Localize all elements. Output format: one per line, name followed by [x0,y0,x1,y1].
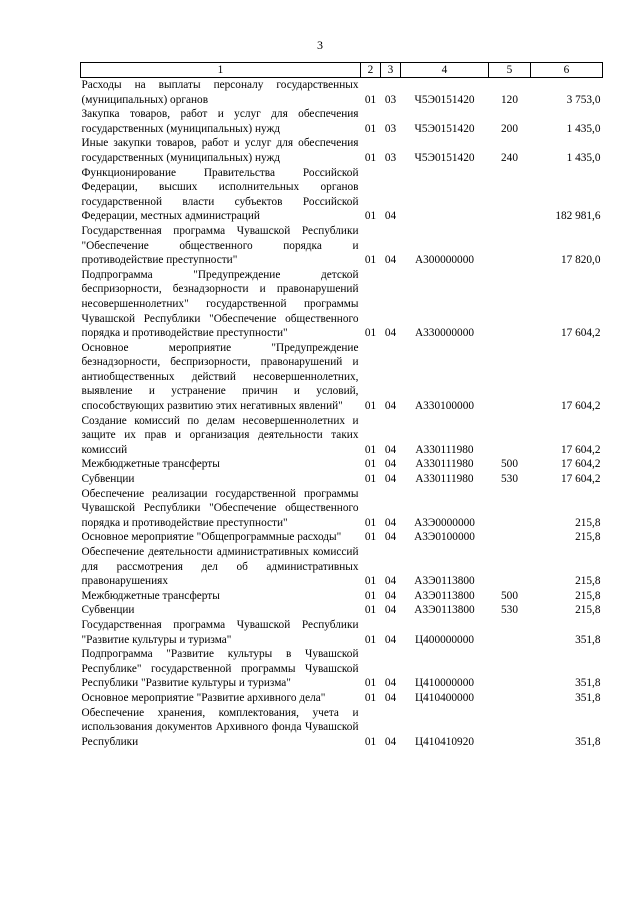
header-col-3: 3 [381,63,401,78]
table-header-row [81,63,603,78]
row-amount: 1 435,0 [566,122,601,135]
row-section-code: 01 [364,400,377,413]
row-name: Основное мероприятие "Общепрограммные расходы" [81,531,342,544]
row-expense-type: 530 [501,473,518,486]
row-expense-type [489,618,531,647]
row-subsection-code: 04 [384,516,397,529]
row-amount: 17 604,2 [560,400,601,413]
row-target-article: Ч5Э0151420 [414,122,475,135]
row-target-article: Ц410000000 [415,677,474,690]
row-subsection-code: 04 [384,589,397,602]
row-section-code: 01 [364,458,377,471]
row-target-article: А330000000 [415,327,474,340]
table-row [81,706,603,750]
row-name: Создание комиссий по делам несовершеннолетних и защите их прав и организация деятельности таких комиссий [81,414,359,456]
row-amount: 3 753,0 [566,93,601,106]
row-section-code: 01 [364,531,377,544]
row-name: Государственная программа Чувашской Республики "Обеспечение общественного порядка и противодействие преступности" [81,224,359,267]
row-section-code: 01 [364,443,377,456]
row-expense-type: 240 [501,151,518,164]
budget-table [80,62,603,749]
row-expense-type [489,691,531,706]
header-col-1: 1 [81,63,361,78]
row-section-code: 01 [364,122,377,135]
row-amount: 351,8 [575,677,601,690]
table-row [81,457,603,472]
row-section-code: 01 [364,473,377,486]
row-subsection-code: 04 [384,604,397,617]
table-row [81,268,603,341]
row-expense-type: 200 [501,122,518,135]
row-expense-type [489,166,531,224]
row-section-code: 01 [364,604,377,617]
row-expense-type [489,268,531,341]
row-subsection-code: 04 [384,677,397,690]
header-col-2: 2 [361,63,381,78]
row-target-article: А3Э0113800 [414,589,475,602]
row-target-article: А3Э0100000 [414,531,475,544]
row-section-code: 01 [364,516,377,529]
row-name: Субвенции [81,473,135,486]
row-name: Закупка товаров, работ и услуг для обеспечения государственных (муниципальных) нужд [81,108,359,135]
table-row [81,224,603,268]
row-target-article: А330100000 [415,400,474,413]
row-amount: 351,8 [575,633,601,646]
table-row [81,472,603,487]
row-target-article [401,166,489,224]
row-expense-type [489,414,531,458]
table-row [81,107,603,136]
row-subsection-code: 04 [384,327,397,340]
row-amount: 17 604,2 [560,327,601,340]
row-name: Основное мероприятие "Развитие архивного дела" [81,691,326,704]
row-expense-type: 500 [501,589,518,602]
table-row [81,136,603,165]
row-subsection-code: 03 [384,93,397,106]
row-target-article: А330111980 [415,473,474,486]
row-section-code: 01 [364,327,377,340]
row-subsection-code: 04 [384,735,397,748]
row-subsection-code: 04 [384,633,397,646]
row-amount: 215,8 [575,575,601,588]
row-amount: 215,8 [575,604,601,617]
row-subsection-code: 04 [384,443,397,456]
header-col-5: 5 [489,63,531,78]
row-subsection-code: 04 [384,531,397,544]
row-expense-type [489,341,531,414]
row-expense-type: 120 [501,93,518,106]
row-subsection-code: 04 [384,691,397,704]
table-row [81,487,603,531]
row-name: Иные закупки товаров, работ и услуг для обеспечения государственных (муниципальных) нужд [81,137,359,164]
row-name: Подпрограмма "Предупреждение детской беспризорности, безнадзорности и правонарушений несовершеннолетних" государственной программы Чувашской Республики "Обеспечение общественного порядка и противодействие преступности" [81,268,359,340]
row-expense-type [489,545,531,589]
row-expense-type [489,647,531,691]
row-target-article: Ц410400000 [415,691,474,704]
row-name: Обеспечение деятельности административных комиссий для рассмотрения дел об административных правонарушениях [81,546,359,588]
row-name: Государственная программа Чувашской Республики "Развитие культуры и туризма" [81,618,359,646]
row-target-article: А3Э0113800 [414,575,475,588]
row-target-article: А330111980 [415,443,474,456]
row-section-code: 01 [364,633,377,646]
table-row [81,603,603,618]
row-target-article: Ч5Э0151420 [414,93,475,106]
table-row [81,589,603,604]
header-col-4: 4 [401,63,489,78]
row-section-code: 01 [364,210,377,223]
row-target-article: А330111980 [415,458,474,471]
row-name: Обеспечение хранения, комплектования, учета и использования документов Архивного фонда Чувашской Республики [81,706,359,748]
row-expense-type [489,224,531,268]
row-name: Подпрограмма "Развитие культуры в Чувашской Республике" государственной программы Чувашской Республики "Развитие культуры и туризма" [81,648,359,690]
table-row [81,78,603,108]
row-expense-type [489,487,531,531]
row-amount: 215,8 [575,516,601,529]
row-name: Межбюджетные трансферты [81,458,220,471]
row-section-code: 01 [364,575,377,588]
row-name: Расходы на выплаты персоналу государственных (муниципальных) органов [81,79,359,106]
row-name: Субвенции [81,604,135,617]
row-subsection-code: 04 [384,575,397,588]
row-amount: 17 820,0 [560,254,601,267]
row-amount: 215,8 [575,589,601,602]
row-target-article: Ц400000000 [415,633,474,646]
row-section-code: 01 [364,93,377,106]
row-target-article: А3Э0113800 [414,604,475,617]
row-subsection-code: 04 [384,400,397,413]
row-subsection-code: 04 [384,210,397,223]
row-subsection-code: 03 [384,122,397,135]
row-expense-type: 530 [501,604,518,617]
row-amount: 351,8 [575,691,601,704]
table-row [81,530,603,545]
row-name: Основное мероприятие "Предупреждение безнадзорности, беспризорности, правонарушений и антиобщественных действий несовершеннолетних, выявление и устранение причин и условий, способствующих развитию этих негативных явлений" [81,341,359,413]
table-row [81,691,603,706]
table-row [81,618,603,647]
row-expense-type [489,706,531,750]
table-row [81,166,603,224]
page-number: 3 [317,38,323,52]
table-row [81,647,603,691]
row-name: Межбюджетные трансферты [81,589,220,602]
row-section-code: 01 [364,151,377,164]
row-section-code: 01 [364,735,377,748]
table-row [81,545,603,589]
row-target-article: А300000000 [415,254,474,267]
row-name: Обеспечение реализации государственной программы Чувашской Республики "Обеспечение общественного порядка и противодействие преступности" [81,487,359,529]
row-target-article: Ц410410920 [415,735,474,748]
row-section-code: 01 [364,589,377,602]
row-amount: 182 981,6 [555,210,601,223]
row-expense-type [489,530,531,545]
row-subsection-code: 04 [384,458,397,471]
table-row [81,414,603,458]
table-row [81,341,603,414]
row-target-article: А3Э0000000 [414,516,475,529]
row-subsection-code: 04 [384,254,397,267]
row-amount: 1 435,0 [566,151,601,164]
header-col-6: 6 [531,63,603,78]
row-subsection-code: 03 [384,151,397,164]
row-section-code: 01 [364,691,377,704]
row-amount: 351,8 [575,735,601,748]
row-amount: 215,8 [575,531,601,544]
row-section-code: 01 [364,254,377,267]
row-expense-type: 500 [501,458,518,471]
row-name: Функционирование Правительства Российской Федерации, высших исполнительных органов государственной власти субъектов Российской Федерации, местных администраций [81,166,359,223]
row-section-code: 01 [364,677,377,690]
row-target-article: Ч5Э0151420 [414,151,475,164]
row-amount: 17 604,2 [560,458,601,471]
row-subsection-code: 04 [384,473,397,486]
row-amount: 17 604,2 [560,473,601,486]
row-amount: 17 604,2 [560,443,601,456]
